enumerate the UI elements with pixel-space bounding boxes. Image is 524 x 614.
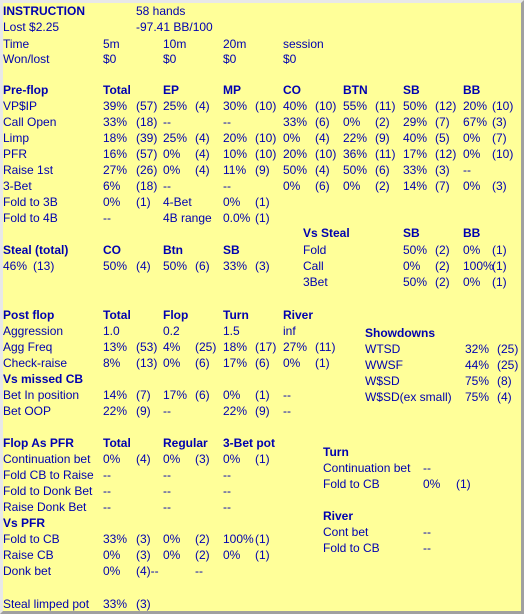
river-row-label: Cont bet bbox=[323, 525, 369, 539]
showdown-value: 75% bbox=[465, 390, 490, 404]
preflop-value: 0% bbox=[163, 147, 181, 161]
preflop-value: 22% bbox=[343, 131, 368, 145]
postflop-value: (53) bbox=[136, 340, 158, 354]
preflop-col-header: Total bbox=[103, 83, 131, 97]
postflop-value: 1.5 bbox=[223, 324, 240, 338]
vs-steal-value: 50% bbox=[403, 275, 428, 289]
preflop-value: -- bbox=[163, 179, 171, 193]
flop-pfr-value: 0% bbox=[223, 452, 241, 466]
preflop-value: 40% bbox=[403, 131, 428, 145]
preflop-value: 27% bbox=[103, 163, 128, 177]
steal-value: (4) bbox=[136, 259, 151, 273]
vs-pfr-value: 0% bbox=[103, 548, 121, 562]
vs-steal-value: (1) bbox=[492, 259, 507, 273]
preflop-value: 0% bbox=[463, 147, 481, 161]
preflop-value: 20% bbox=[463, 99, 488, 113]
missed-cb-value: 0% bbox=[223, 388, 241, 402]
preflop-count: (12) bbox=[435, 147, 457, 161]
steal-col-header: CO bbox=[103, 243, 121, 257]
preflop-value: 33% bbox=[103, 115, 128, 129]
preflop-count: (57) bbox=[136, 147, 158, 161]
preflop-col-header: BB bbox=[463, 83, 481, 97]
preflop-value: 55% bbox=[343, 99, 368, 113]
turn-title: Turn bbox=[323, 445, 349, 459]
preflop-value: -- bbox=[163, 115, 171, 129]
preflop-value: 30% bbox=[223, 99, 248, 113]
preflop-value: -- bbox=[223, 179, 231, 193]
showdown-row-label: W$SD bbox=[365, 374, 400, 388]
river-row-label: Fold to CB bbox=[323, 541, 380, 555]
flop-pfr-value: -- bbox=[103, 468, 111, 482]
flop-pfr-value: -- bbox=[163, 484, 171, 498]
preflop-value: 50% bbox=[403, 99, 428, 113]
missed-cb-value: 14% bbox=[103, 388, 128, 402]
flop-pfr-row-label: Fold to Donk Bet bbox=[3, 484, 93, 498]
postflop-value: (13) bbox=[136, 356, 158, 370]
vs-steal-col-header: SB bbox=[403, 226, 420, 240]
vs-steal-title: Vs Steal bbox=[303, 226, 350, 240]
preflop-value: 33% bbox=[283, 115, 308, 129]
preflop-value: 40% bbox=[283, 99, 308, 113]
flop-pfr-col-header: 3-Bet pot bbox=[223, 436, 275, 450]
vs-pfr-value: 0% bbox=[163, 532, 181, 546]
showdown-count: (25) bbox=[497, 358, 519, 372]
showdown-value: 32% bbox=[465, 342, 490, 356]
postflop-col-header: Total bbox=[103, 308, 131, 322]
preflop-value: -- bbox=[463, 163, 471, 177]
steal-value: 50% bbox=[163, 259, 188, 273]
vs-steal-col-header: BB bbox=[463, 226, 481, 240]
vs-pfr-value: (3) bbox=[136, 548, 151, 562]
hands-count: 58 hands bbox=[136, 4, 186, 18]
flop-pfr-value: -- bbox=[223, 484, 231, 498]
preflop-value: 20% bbox=[223, 131, 248, 145]
preflop-count: (12) bbox=[435, 99, 457, 113]
vs-pfr-value: 33% bbox=[103, 532, 128, 546]
missed-cb-value: -- bbox=[283, 388, 291, 402]
preflop-value: 50% bbox=[343, 163, 368, 177]
four-bet-count: (1) bbox=[255, 195, 270, 209]
preflop-value: 0% bbox=[163, 163, 181, 177]
preflop-count: (6) bbox=[315, 115, 330, 129]
vs-missed-cb-title: Vs missed CB bbox=[3, 372, 84, 386]
postflop-value: (6) bbox=[255, 356, 270, 370]
vs-pfr-value: 0% bbox=[223, 548, 241, 562]
preflop-count: (7) bbox=[492, 131, 507, 145]
preflop-count: (3) bbox=[492, 115, 507, 129]
vs-steal-value: 50% bbox=[403, 243, 428, 257]
postflop-col-header: Flop bbox=[163, 308, 189, 322]
flop-pfr-row-label: Continuation bet bbox=[3, 452, 91, 466]
preflop-count: (3) bbox=[492, 179, 507, 193]
showdown-count: (25) bbox=[497, 342, 519, 356]
postflop-value: 17% bbox=[223, 356, 248, 370]
vs-steal-row-label: Call bbox=[303, 259, 324, 273]
postflop-value: 0.2 bbox=[163, 324, 180, 338]
preflop-value: 0% bbox=[343, 115, 361, 129]
missed-cb-value: -- bbox=[163, 404, 171, 418]
steal-total-title: Steal (total) bbox=[3, 243, 69, 257]
four-bet-label: 4-Bet bbox=[163, 195, 192, 209]
turn-row-label: Continuation bet bbox=[323, 461, 411, 475]
preflop-value: 36% bbox=[343, 147, 368, 161]
missed-cb-value: 17% bbox=[163, 388, 188, 402]
four-bet-range-label: 4B range bbox=[163, 211, 212, 225]
preflop-count: (7) bbox=[435, 115, 450, 129]
steal-value: (3) bbox=[255, 259, 270, 273]
preflop-value: 0% bbox=[283, 179, 301, 193]
showdown-count: (8) bbox=[497, 374, 512, 388]
flop-pfr-value: (3) bbox=[195, 452, 210, 466]
missed-cb-value: -- bbox=[283, 404, 291, 418]
preflop-count: (11) bbox=[375, 147, 396, 161]
preflop-count: (6) bbox=[315, 179, 330, 193]
vs-steal-value: 100% bbox=[463, 259, 494, 273]
steal-value: (6) bbox=[195, 259, 210, 273]
steal-total-value: 46% bbox=[3, 259, 28, 273]
preflop-value: 11% bbox=[223, 163, 247, 177]
preflop-row-label: VP$IP bbox=[3, 99, 38, 113]
preflop-value: 0% bbox=[283, 131, 301, 145]
preflop-count: (10) bbox=[315, 99, 337, 113]
preflop-value: 0% bbox=[463, 131, 481, 145]
vs-pfr-title: Vs PFR bbox=[3, 516, 46, 530]
bb-per-100: -97.41 BB/100 bbox=[136, 20, 213, 34]
vs-pfr-row-label: Donk bet bbox=[3, 564, 52, 578]
flop-pfr-value: 0% bbox=[163, 452, 181, 466]
fold-to-4b-value: -- bbox=[103, 211, 111, 225]
postflop-value: 0% bbox=[283, 356, 301, 370]
steal-limped-pot-label: Steal limped pot bbox=[3, 597, 90, 611]
won-lost-value: $0 bbox=[223, 52, 237, 66]
preflop-count: (4) bbox=[195, 163, 210, 177]
time-col-header: session bbox=[283, 37, 324, 51]
vs-steal-row-label: 3Bet bbox=[303, 275, 328, 289]
vs-steal-value: 0% bbox=[403, 259, 421, 273]
postflop-value: (25) bbox=[195, 340, 217, 354]
flop-pfr-value: -- bbox=[223, 468, 231, 482]
showdown-count: (4) bbox=[497, 390, 512, 404]
missed-cb-value: (6) bbox=[195, 388, 210, 402]
time-label: Time bbox=[3, 37, 30, 51]
vs-pfr-value: (2) bbox=[195, 548, 210, 562]
postflop-title: Post flop bbox=[3, 308, 55, 322]
won-lost-label: Won/lost bbox=[3, 52, 50, 66]
flop-pfr-value: 0% bbox=[103, 452, 121, 466]
missed-cb-value: (1) bbox=[255, 388, 270, 402]
vs-steal-value: (2) bbox=[435, 275, 450, 289]
preflop-count: (10) bbox=[255, 131, 277, 145]
preflop-row-label: Call Open bbox=[3, 115, 57, 129]
preflop-count: (7) bbox=[435, 179, 450, 193]
missed-cb-value: (7) bbox=[136, 388, 151, 402]
fold-to-3b-count: (1) bbox=[136, 195, 151, 209]
won-lost-value: $0 bbox=[103, 52, 117, 66]
preflop-value: 10% bbox=[223, 147, 248, 161]
preflop-count: (2) bbox=[375, 115, 390, 129]
four-bet-range-count: (1) bbox=[255, 211, 270, 225]
vs-steal-row-label: Fold bbox=[303, 243, 327, 257]
turn-value: 0% bbox=[423, 477, 441, 491]
flop-pfr-value: (1) bbox=[255, 452, 270, 466]
preflop-value: 67% bbox=[463, 115, 488, 129]
preflop-count: (9) bbox=[375, 131, 390, 145]
vs-pfr-row-label: Fold to CB bbox=[3, 532, 60, 546]
preflop-count: (10) bbox=[492, 147, 514, 161]
vs-steal-value: 0% bbox=[463, 275, 481, 289]
postflop-value: 13% bbox=[103, 340, 128, 354]
river-value: -- bbox=[423, 541, 431, 555]
steal-limped-pot-count: (3) bbox=[136, 597, 151, 611]
preflop-row-label: Limp bbox=[3, 131, 30, 145]
flop-pfr-row-label: Fold CB to Raise bbox=[3, 468, 94, 482]
preflop-count: (4) bbox=[195, 99, 210, 113]
flop-pfr-value: -- bbox=[103, 500, 111, 514]
steal-limped-pot-value: 33% bbox=[103, 597, 128, 611]
postflop-value: (1) bbox=[315, 356, 330, 370]
vs-pfr-value: 100% bbox=[223, 532, 254, 546]
postflop-value: (6) bbox=[195, 356, 210, 370]
flop-as-pfr-title: Flop As PFR bbox=[3, 436, 74, 450]
preflop-count: (10) bbox=[255, 99, 277, 113]
preflop-value: 33% bbox=[403, 163, 428, 177]
postflop-value: 8% bbox=[103, 356, 121, 370]
preflop-count: (4) bbox=[315, 131, 330, 145]
vs-pfr-value: -- bbox=[195, 564, 203, 578]
lost-amount: Lost $2.25 bbox=[3, 20, 60, 34]
preflop-value: 29% bbox=[403, 115, 428, 129]
preflop-row-label: PFR bbox=[3, 147, 27, 161]
preflop-count: (10) bbox=[315, 147, 337, 161]
postflop-value: inf bbox=[283, 324, 296, 338]
preflop-col-header: BTN bbox=[343, 83, 368, 97]
showdown-row-label: WWSF bbox=[365, 358, 403, 372]
preflop-count: (10) bbox=[255, 147, 277, 161]
vs-pfr-value: (1) bbox=[255, 548, 270, 562]
time-col-header: 5m bbox=[103, 37, 120, 51]
time-col-header: 10m bbox=[163, 37, 187, 51]
postflop-value: (17) bbox=[255, 340, 277, 354]
preflop-value: 25% bbox=[163, 99, 188, 113]
vs-pfr-value: (1) bbox=[255, 532, 270, 546]
time-col-header: 20m bbox=[223, 37, 247, 51]
flop-pfr-value: -- bbox=[223, 500, 231, 514]
preflop-value: 50% bbox=[283, 163, 308, 177]
postflop-row-label: Agg Freq bbox=[3, 340, 53, 354]
preflop-value: -- bbox=[223, 115, 231, 129]
vs-steal-value: 0% bbox=[463, 243, 481, 257]
vs-steal-value: (1) bbox=[492, 275, 507, 289]
preflop-count: (4) bbox=[195, 147, 210, 161]
preflop-value: 0% bbox=[463, 179, 481, 193]
showdown-row-label: WTSD bbox=[365, 342, 401, 356]
postflop-col-header: River bbox=[283, 308, 314, 322]
missed-cb-value: (9) bbox=[255, 404, 270, 418]
flop-pfr-value: -- bbox=[163, 468, 171, 482]
steal-value: 33% bbox=[223, 259, 248, 273]
preflop-value: 16% bbox=[103, 147, 128, 161]
missed-cb-row-label: Bet In position bbox=[3, 388, 80, 402]
postflop-value: 4% bbox=[163, 340, 181, 354]
preflop-value: 17% bbox=[403, 147, 428, 161]
preflop-count: (9) bbox=[255, 163, 270, 177]
vs-pfr-value: (3) bbox=[136, 532, 151, 546]
preflop-row-label: 3-Bet bbox=[3, 179, 32, 193]
preflop-row-label: Raise 1st bbox=[3, 163, 54, 177]
preflop-col-header: MP bbox=[223, 83, 241, 97]
preflop-value: 0% bbox=[343, 179, 361, 193]
preflop-value: 25% bbox=[163, 131, 188, 145]
preflop-value: 18% bbox=[103, 131, 128, 145]
vs-pfr-row-label: Raise CB bbox=[3, 548, 54, 562]
missed-cb-row-label: Bet OOP bbox=[3, 404, 52, 418]
preflop-count: (4) bbox=[195, 131, 210, 145]
preflop-count: (3) bbox=[435, 163, 450, 177]
preflop-col-header: SB bbox=[403, 83, 420, 97]
preflop-title: Pre-flop bbox=[3, 83, 49, 97]
postflop-value: 18% bbox=[223, 340, 248, 354]
postflop-value: (11) bbox=[315, 340, 336, 354]
preflop-count: (5) bbox=[435, 131, 450, 145]
missed-cb-value: (9) bbox=[136, 404, 151, 418]
four-bet-range-value: 0.0% bbox=[223, 211, 251, 225]
vs-steal-value: (2) bbox=[435, 259, 450, 273]
steal-col-header: Btn bbox=[163, 243, 183, 257]
vs-pfr-value: (4)-- bbox=[136, 564, 159, 578]
steal-total-count: (13) bbox=[33, 259, 55, 273]
showdown-value: 75% bbox=[465, 374, 490, 388]
missed-cb-value: 22% bbox=[223, 404, 248, 418]
preflop-count: (57) bbox=[136, 99, 158, 113]
flop-pfr-value: -- bbox=[163, 500, 171, 514]
vs-steal-value: (1) bbox=[492, 243, 507, 257]
preflop-col-header: CO bbox=[283, 83, 301, 97]
turn-row-label: Fold to CB bbox=[323, 477, 380, 491]
river-title: River bbox=[323, 509, 354, 523]
preflop-count: (11) bbox=[375, 99, 396, 113]
vs-pfr-value: (2) bbox=[195, 532, 210, 546]
vs-pfr-value: 0% bbox=[103, 564, 121, 578]
postflop-value: 0% bbox=[163, 356, 181, 370]
preflop-value: 20% bbox=[283, 147, 308, 161]
fold-to-3b-label: Fold to 3B bbox=[3, 195, 58, 209]
preflop-value: 6% bbox=[103, 179, 121, 193]
preflop-value: 39% bbox=[103, 99, 128, 113]
preflop-count: (4) bbox=[315, 163, 330, 177]
flop-pfr-row-label: Raise Donk Bet bbox=[3, 500, 87, 514]
postflop-col-header: Turn bbox=[223, 308, 249, 322]
preflop-count: (18) bbox=[136, 115, 158, 129]
won-lost-value: $0 bbox=[283, 52, 297, 66]
flop-pfr-col-header: Total bbox=[103, 436, 131, 450]
flop-pfr-col-header: Regular bbox=[163, 436, 208, 450]
preflop-count: (26) bbox=[136, 163, 158, 177]
vs-pfr-value: 0% bbox=[163, 548, 181, 562]
four-bet-value: 0% bbox=[223, 195, 241, 209]
flop-pfr-value: -- bbox=[103, 484, 111, 498]
preflop-col-header: EP bbox=[163, 83, 180, 97]
steal-col-header: SB bbox=[223, 243, 240, 257]
river-value: -- bbox=[423, 525, 431, 539]
preflop-count: (18) bbox=[136, 179, 158, 193]
showdown-row-label: W$SD(ex small) bbox=[365, 390, 452, 404]
preflop-value: 14% bbox=[403, 179, 428, 193]
showdown-value: 44% bbox=[465, 358, 490, 372]
steal-value: 50% bbox=[103, 259, 128, 273]
postflop-row-label: Check-raise bbox=[3, 356, 68, 370]
preflop-count: (6) bbox=[375, 163, 390, 177]
preflop-count: (10) bbox=[492, 99, 514, 113]
postflop-value: 27% bbox=[283, 340, 308, 354]
turn-count: (1) bbox=[456, 477, 471, 491]
flop-pfr-value: (4) bbox=[136, 452, 151, 466]
fold-to-4b-label: Fold to 4B bbox=[3, 211, 58, 225]
turn-value: -- bbox=[423, 461, 431, 475]
vs-steal-value: (2) bbox=[435, 243, 450, 257]
missed-cb-value: 22% bbox=[103, 404, 128, 418]
hud-title: INSTRUCTION bbox=[3, 4, 85, 18]
preflop-count: (39) bbox=[136, 131, 158, 145]
won-lost-value: $0 bbox=[163, 52, 177, 66]
showdowns-title: Showdowns bbox=[365, 326, 435, 340]
postflop-row-label: Aggression bbox=[3, 324, 64, 338]
preflop-count: (2) bbox=[375, 179, 390, 193]
postflop-value: 1.0 bbox=[103, 324, 120, 338]
fold-to-3b-value: 0% bbox=[103, 195, 121, 209]
